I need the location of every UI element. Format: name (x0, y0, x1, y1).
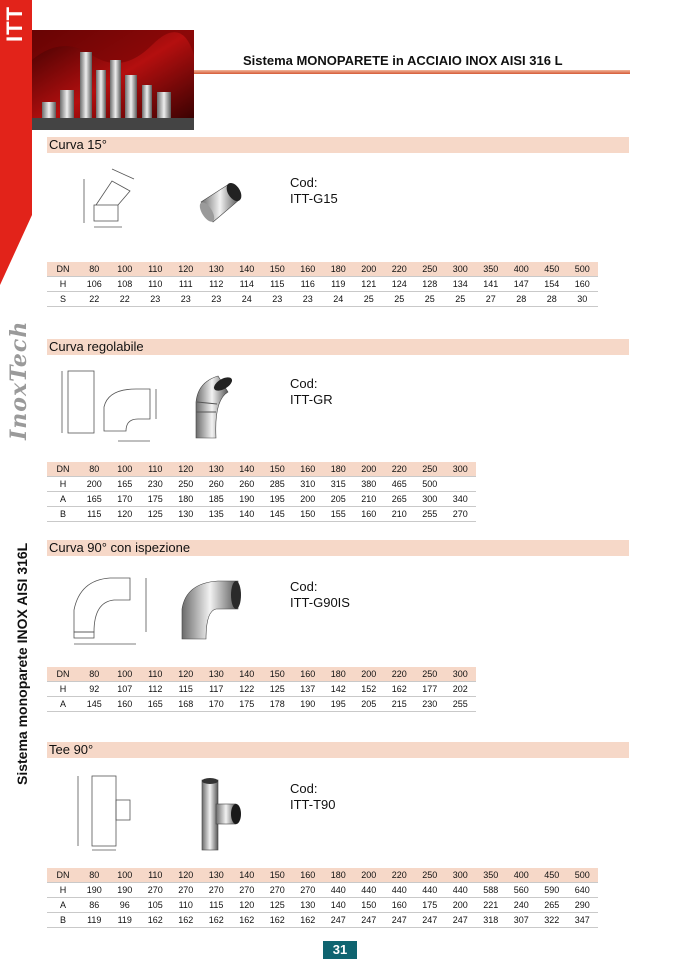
table-cell: 210 (354, 492, 385, 507)
product-code: ITT-GR (290, 392, 333, 407)
table-cell: 23 (262, 292, 293, 307)
table-cell: 202 (445, 682, 476, 697)
table-row (47, 913, 598, 928)
table-header-cell: 500 (567, 868, 598, 883)
table-cell: 121 (354, 277, 385, 292)
table-header-cell: 400 (506, 868, 537, 883)
table-header-cell: 250 (415, 262, 446, 277)
table-cell: 25 (445, 292, 476, 307)
table-cell: 160 (354, 507, 385, 522)
table-cell: 145 (79, 697, 110, 712)
table-cell: 119 (79, 913, 110, 928)
table-cell (445, 477, 476, 492)
table-cell: 175 (415, 898, 446, 913)
row-label-cell: A (47, 492, 79, 507)
table-cell: 24 (232, 292, 263, 307)
inoxtech-logo: InoxTech (6, 320, 32, 440)
table-header-cell: 130 (201, 262, 232, 277)
row-label-cell: A (47, 898, 79, 913)
table-cell: 130 (293, 898, 324, 913)
table-header-cell: 120 (171, 868, 202, 883)
table-header-cell: 150 (262, 262, 293, 277)
table-header-cell: 350 (476, 262, 507, 277)
table-cell: 162 (232, 913, 263, 928)
table-header-cell: 160 (293, 868, 324, 883)
row-label-cell: H (47, 477, 79, 492)
table-header-cell: 200 (354, 462, 385, 477)
table-header-cell: 500 (567, 262, 598, 277)
table-cell: 270 (232, 883, 263, 898)
table-cell: 247 (323, 913, 354, 928)
table-cell: 307 (506, 913, 537, 928)
table-cell: 440 (323, 883, 354, 898)
curva-regolabile-technical-drawing (58, 365, 163, 447)
spec-table-curva-90-ispezione (47, 667, 476, 712)
code-label: Cod: (290, 579, 318, 594)
table-cell: 150 (293, 507, 324, 522)
table-header-cell: 110 (140, 262, 171, 277)
table-cell: 215 (384, 697, 415, 712)
table-cell: 168 (171, 697, 202, 712)
table-header-cell: 140 (232, 868, 263, 883)
table-header-row (47, 868, 598, 883)
table-cell: 247 (384, 913, 415, 928)
table-header-cell: 450 (537, 868, 568, 883)
table-cell: 190 (110, 883, 141, 898)
table-cell: 177 (415, 682, 446, 697)
table-cell: 23 (201, 292, 232, 307)
table-header-cell: 130 (201, 462, 232, 477)
table-cell: 560 (506, 883, 537, 898)
table-cell: 205 (354, 697, 385, 712)
table-header-cell: 220 (384, 667, 415, 682)
row-label-cell: H (47, 277, 79, 292)
section-band-curva-90-ispezione (47, 540, 629, 556)
table-cell: 25 (384, 292, 415, 307)
table-cell: 140 (232, 507, 263, 522)
table-cell: 86 (79, 898, 110, 913)
table-header-cell: DN (47, 262, 79, 277)
tee-90-photo (196, 776, 244, 852)
table-header-cell: 80 (79, 462, 110, 477)
table-cell: 22 (110, 292, 141, 307)
table-cell: 247 (354, 913, 385, 928)
table-row (47, 682, 476, 697)
table-cell: 195 (323, 697, 354, 712)
row-label-cell: S (47, 292, 79, 307)
table-cell: 230 (140, 477, 171, 492)
table-cell: 270 (171, 883, 202, 898)
table-header-cell: 140 (232, 462, 263, 477)
table-header-cell: 400 (506, 262, 537, 277)
table-cell: 175 (232, 697, 263, 712)
row-label-cell: B (47, 507, 79, 522)
table-header-cell: 130 (201, 667, 232, 682)
table-cell: 310 (293, 477, 324, 492)
table-cell: 340 (445, 492, 476, 507)
table-cell: 270 (293, 883, 324, 898)
table-cell: 25 (354, 292, 385, 307)
table-cell: 112 (201, 277, 232, 292)
table-cell: 165 (110, 477, 141, 492)
table-cell: 114 (232, 277, 263, 292)
table-cell: 23 (140, 292, 171, 307)
table-cell: 250 (171, 477, 202, 492)
table-cell: 130 (171, 507, 202, 522)
table-header-cell: 100 (110, 462, 141, 477)
table-cell: 588 (476, 883, 507, 898)
table-cell: 170 (201, 697, 232, 712)
table-cell: 128 (415, 277, 446, 292)
table-header-cell: 220 (384, 462, 415, 477)
table-cell: 125 (262, 682, 293, 697)
table-cell: 135 (201, 507, 232, 522)
table-header-cell: 120 (171, 667, 202, 682)
curva-90-photo (178, 575, 244, 643)
table-header-cell: 80 (79, 868, 110, 883)
page-header-title: Sistema MONOPARETE in ACCIAIO INOX AISI 316 L (243, 53, 563, 68)
table-cell: 25 (415, 292, 446, 307)
row-label-cell: H (47, 883, 79, 898)
table-header-cell: 140 (232, 262, 263, 277)
spec-table-curva-regolabile (47, 462, 476, 522)
table-cell: 140 (323, 898, 354, 913)
table-header-cell: 200 (354, 868, 385, 883)
table-cell: 162 (262, 913, 293, 928)
table-cell: 347 (567, 913, 598, 928)
code-label: Cod: (290, 376, 318, 391)
table-cell: 107 (110, 682, 141, 697)
section-band-tee-90 (47, 742, 629, 758)
table-cell: 465 (384, 477, 415, 492)
table-header-row (47, 462, 476, 477)
table-cell: 260 (232, 477, 263, 492)
table-cell: 23 (293, 292, 324, 307)
table-header-cell: DN (47, 667, 79, 682)
table-cell: 106 (79, 277, 110, 292)
table-cell: 30 (567, 292, 598, 307)
table-cell: 28 (506, 292, 537, 307)
table-header-cell: 220 (384, 262, 415, 277)
code-block (290, 579, 350, 611)
table-cell: 300 (415, 492, 446, 507)
table-header-cell: 250 (415, 462, 446, 477)
table-cell: 180 (171, 492, 202, 507)
table-cell: 112 (140, 682, 171, 697)
table-row (47, 477, 476, 492)
table-header-cell: 120 (171, 262, 202, 277)
itt-logo: ITT (2, 6, 27, 42)
table-header-cell: 110 (140, 667, 171, 682)
product-code: ITT-G15 (290, 191, 338, 206)
header-photo (32, 30, 194, 130)
table-cell: 147 (506, 277, 537, 292)
table-cell: 210 (384, 507, 415, 522)
table-header-cell: 180 (323, 262, 354, 277)
table-cell: 440 (415, 883, 446, 898)
table-cell: 265 (537, 898, 568, 913)
table-cell: 162 (140, 913, 171, 928)
table-cell: 165 (79, 492, 110, 507)
table-cell: 440 (445, 883, 476, 898)
table-cell: 247 (445, 913, 476, 928)
table-header-cell: 180 (323, 667, 354, 682)
table-cell: 27 (476, 292, 507, 307)
table-cell: 318 (476, 913, 507, 928)
table-cell: 115 (171, 682, 202, 697)
curva-15-photo (195, 180, 243, 230)
table-cell: 96 (110, 898, 141, 913)
table-cell: 240 (506, 898, 537, 913)
table-cell: 155 (323, 507, 354, 522)
table-header-cell: 160 (293, 462, 324, 477)
table-cell: 150 (354, 898, 385, 913)
table-cell: 260 (201, 477, 232, 492)
table-cell: 162 (201, 913, 232, 928)
code-block (290, 376, 333, 408)
table-cell: 125 (262, 898, 293, 913)
table-cell: 195 (262, 492, 293, 507)
table-header-cell: 100 (110, 262, 141, 277)
table-header-row (47, 667, 476, 682)
table-header-cell: 220 (384, 868, 415, 883)
table-header-row (47, 262, 598, 277)
table-header-cell: 250 (415, 667, 446, 682)
code-label: Cod: (290, 781, 318, 796)
section-title: Tee 90° (49, 742, 94, 757)
vertical-section-title: Sistema monoparete INOX AISI 316L (14, 542, 30, 785)
table-header-cell: 120 (171, 462, 202, 477)
table-cell: 110 (140, 277, 171, 292)
product-code: ITT-T90 (290, 797, 336, 812)
table-header-cell: 350 (476, 868, 507, 883)
left-red-stripe (0, 0, 32, 285)
table-cell: 270 (140, 883, 171, 898)
table-cell: 230 (415, 697, 446, 712)
table-cell: 154 (537, 277, 568, 292)
table-cell: 105 (140, 898, 171, 913)
table-cell: 111 (171, 277, 202, 292)
table-cell: 190 (293, 697, 324, 712)
section-title: Curva 15° (49, 137, 107, 152)
table-cell: 120 (232, 898, 263, 913)
table-header-cell: DN (47, 462, 79, 477)
table-row (47, 507, 476, 522)
product-code: ITT-G90IS (290, 595, 350, 610)
table-header-cell: 200 (354, 667, 385, 682)
table-cell: 380 (354, 477, 385, 492)
table-cell: 162 (384, 682, 415, 697)
table-cell: 190 (79, 883, 110, 898)
tee-90-technical-drawing (72, 770, 142, 852)
table-cell: 152 (354, 682, 385, 697)
table-cell: 115 (79, 507, 110, 522)
curva-15-technical-drawing (82, 165, 142, 233)
table-header-cell: 80 (79, 667, 110, 682)
table-header-cell: 300 (445, 262, 476, 277)
table-cell: 440 (384, 883, 415, 898)
header-rule (194, 70, 630, 74)
table-row (47, 883, 598, 898)
table-header-cell: 80 (79, 262, 110, 277)
table-cell: 22 (79, 292, 110, 307)
table-header-cell: 100 (110, 667, 141, 682)
code-label: Cod: (290, 175, 318, 190)
table-cell: 205 (323, 492, 354, 507)
table-cell: 125 (140, 507, 171, 522)
section-band-curva-regolabile (47, 339, 629, 355)
table-header-cell: 200 (354, 262, 385, 277)
table-cell: 24 (323, 292, 354, 307)
table-header-cell: 300 (445, 462, 476, 477)
table-cell: 170 (110, 492, 141, 507)
table-cell: 440 (354, 883, 385, 898)
table-cell: 115 (201, 898, 232, 913)
table-header-cell: 180 (323, 462, 354, 477)
table-cell: 285 (262, 477, 293, 492)
table-header-cell: 140 (232, 667, 263, 682)
row-label-cell: B (47, 913, 79, 928)
table-cell: 500 (415, 477, 446, 492)
table-cell: 270 (262, 883, 293, 898)
table-row (47, 277, 598, 292)
table-cell: 108 (110, 277, 141, 292)
table-cell: 175 (140, 492, 171, 507)
table-cell: 247 (415, 913, 446, 928)
table-header-cell: 250 (415, 868, 446, 883)
table-header-cell: 160 (293, 667, 324, 682)
table-cell: 141 (476, 277, 507, 292)
table-row (47, 697, 476, 712)
table-cell: 200 (293, 492, 324, 507)
table-cell: 322 (537, 913, 568, 928)
table-cell: 290 (567, 898, 598, 913)
spec-table-tee-90 (47, 868, 598, 928)
table-row (47, 492, 476, 507)
table-cell: 221 (476, 898, 507, 913)
table-cell: 315 (323, 477, 354, 492)
table-cell: 28 (537, 292, 568, 307)
table-cell: 265 (384, 492, 415, 507)
table-cell: 23 (171, 292, 202, 307)
table-row (47, 898, 598, 913)
table-cell: 122 (232, 682, 263, 697)
table-header-cell: 100 (110, 868, 141, 883)
curva-regolabile-photo (188, 372, 238, 442)
table-header-cell: 450 (537, 262, 568, 277)
table-header-cell: 110 (140, 462, 171, 477)
table-header-cell: 160 (293, 262, 324, 277)
table-cell: 110 (171, 898, 202, 913)
table-cell: 124 (384, 277, 415, 292)
table-header-cell: 150 (262, 667, 293, 682)
table-cell: 200 (445, 898, 476, 913)
table-cell: 190 (232, 492, 263, 507)
table-cell: 255 (445, 697, 476, 712)
section-title: Curva 90° con ispezione (49, 540, 191, 555)
code-block (290, 175, 338, 207)
table-cell: 162 (293, 913, 324, 928)
table-cell: 145 (262, 507, 293, 522)
curva-90-technical-drawing (66, 570, 154, 648)
section-title: Curva regolabile (49, 339, 144, 354)
table-cell: 134 (445, 277, 476, 292)
table-cell: 160 (384, 898, 415, 913)
table-cell: 178 (262, 697, 293, 712)
table-cell: 92 (79, 682, 110, 697)
table-cell: 185 (201, 492, 232, 507)
table-cell: 160 (110, 697, 141, 712)
table-cell: 119 (110, 913, 141, 928)
table-header-cell: 300 (445, 868, 476, 883)
table-cell: 255 (415, 507, 446, 522)
table-cell: 590 (537, 883, 568, 898)
table-cell: 162 (171, 913, 202, 928)
spec-table-curva-15 (47, 262, 598, 307)
table-cell: 116 (293, 277, 324, 292)
table-header-cell: 150 (262, 462, 293, 477)
page-number: 31 (323, 941, 357, 959)
table-cell: 160 (567, 277, 598, 292)
row-label-cell: A (47, 697, 79, 712)
table-header-cell: DN (47, 868, 79, 883)
table-cell: 119 (323, 277, 354, 292)
table-cell: 117 (201, 682, 232, 697)
table-cell: 640 (567, 883, 598, 898)
section-band-curva-15 (47, 137, 629, 153)
row-label-cell: H (47, 682, 79, 697)
table-cell: 120 (110, 507, 141, 522)
table-cell: 165 (140, 697, 171, 712)
table-cell: 200 (79, 477, 110, 492)
table-cell: 137 (293, 682, 324, 697)
table-header-cell: 300 (445, 667, 476, 682)
table-cell: 270 (445, 507, 476, 522)
table-header-cell: 130 (201, 868, 232, 883)
code-block (290, 781, 336, 813)
table-header-cell: 110 (140, 868, 171, 883)
table-header-cell: 180 (323, 868, 354, 883)
table-cell: 270 (201, 883, 232, 898)
table-cell: 115 (262, 277, 293, 292)
table-cell: 142 (323, 682, 354, 697)
table-row (47, 292, 598, 307)
table-header-cell: 150 (262, 868, 293, 883)
